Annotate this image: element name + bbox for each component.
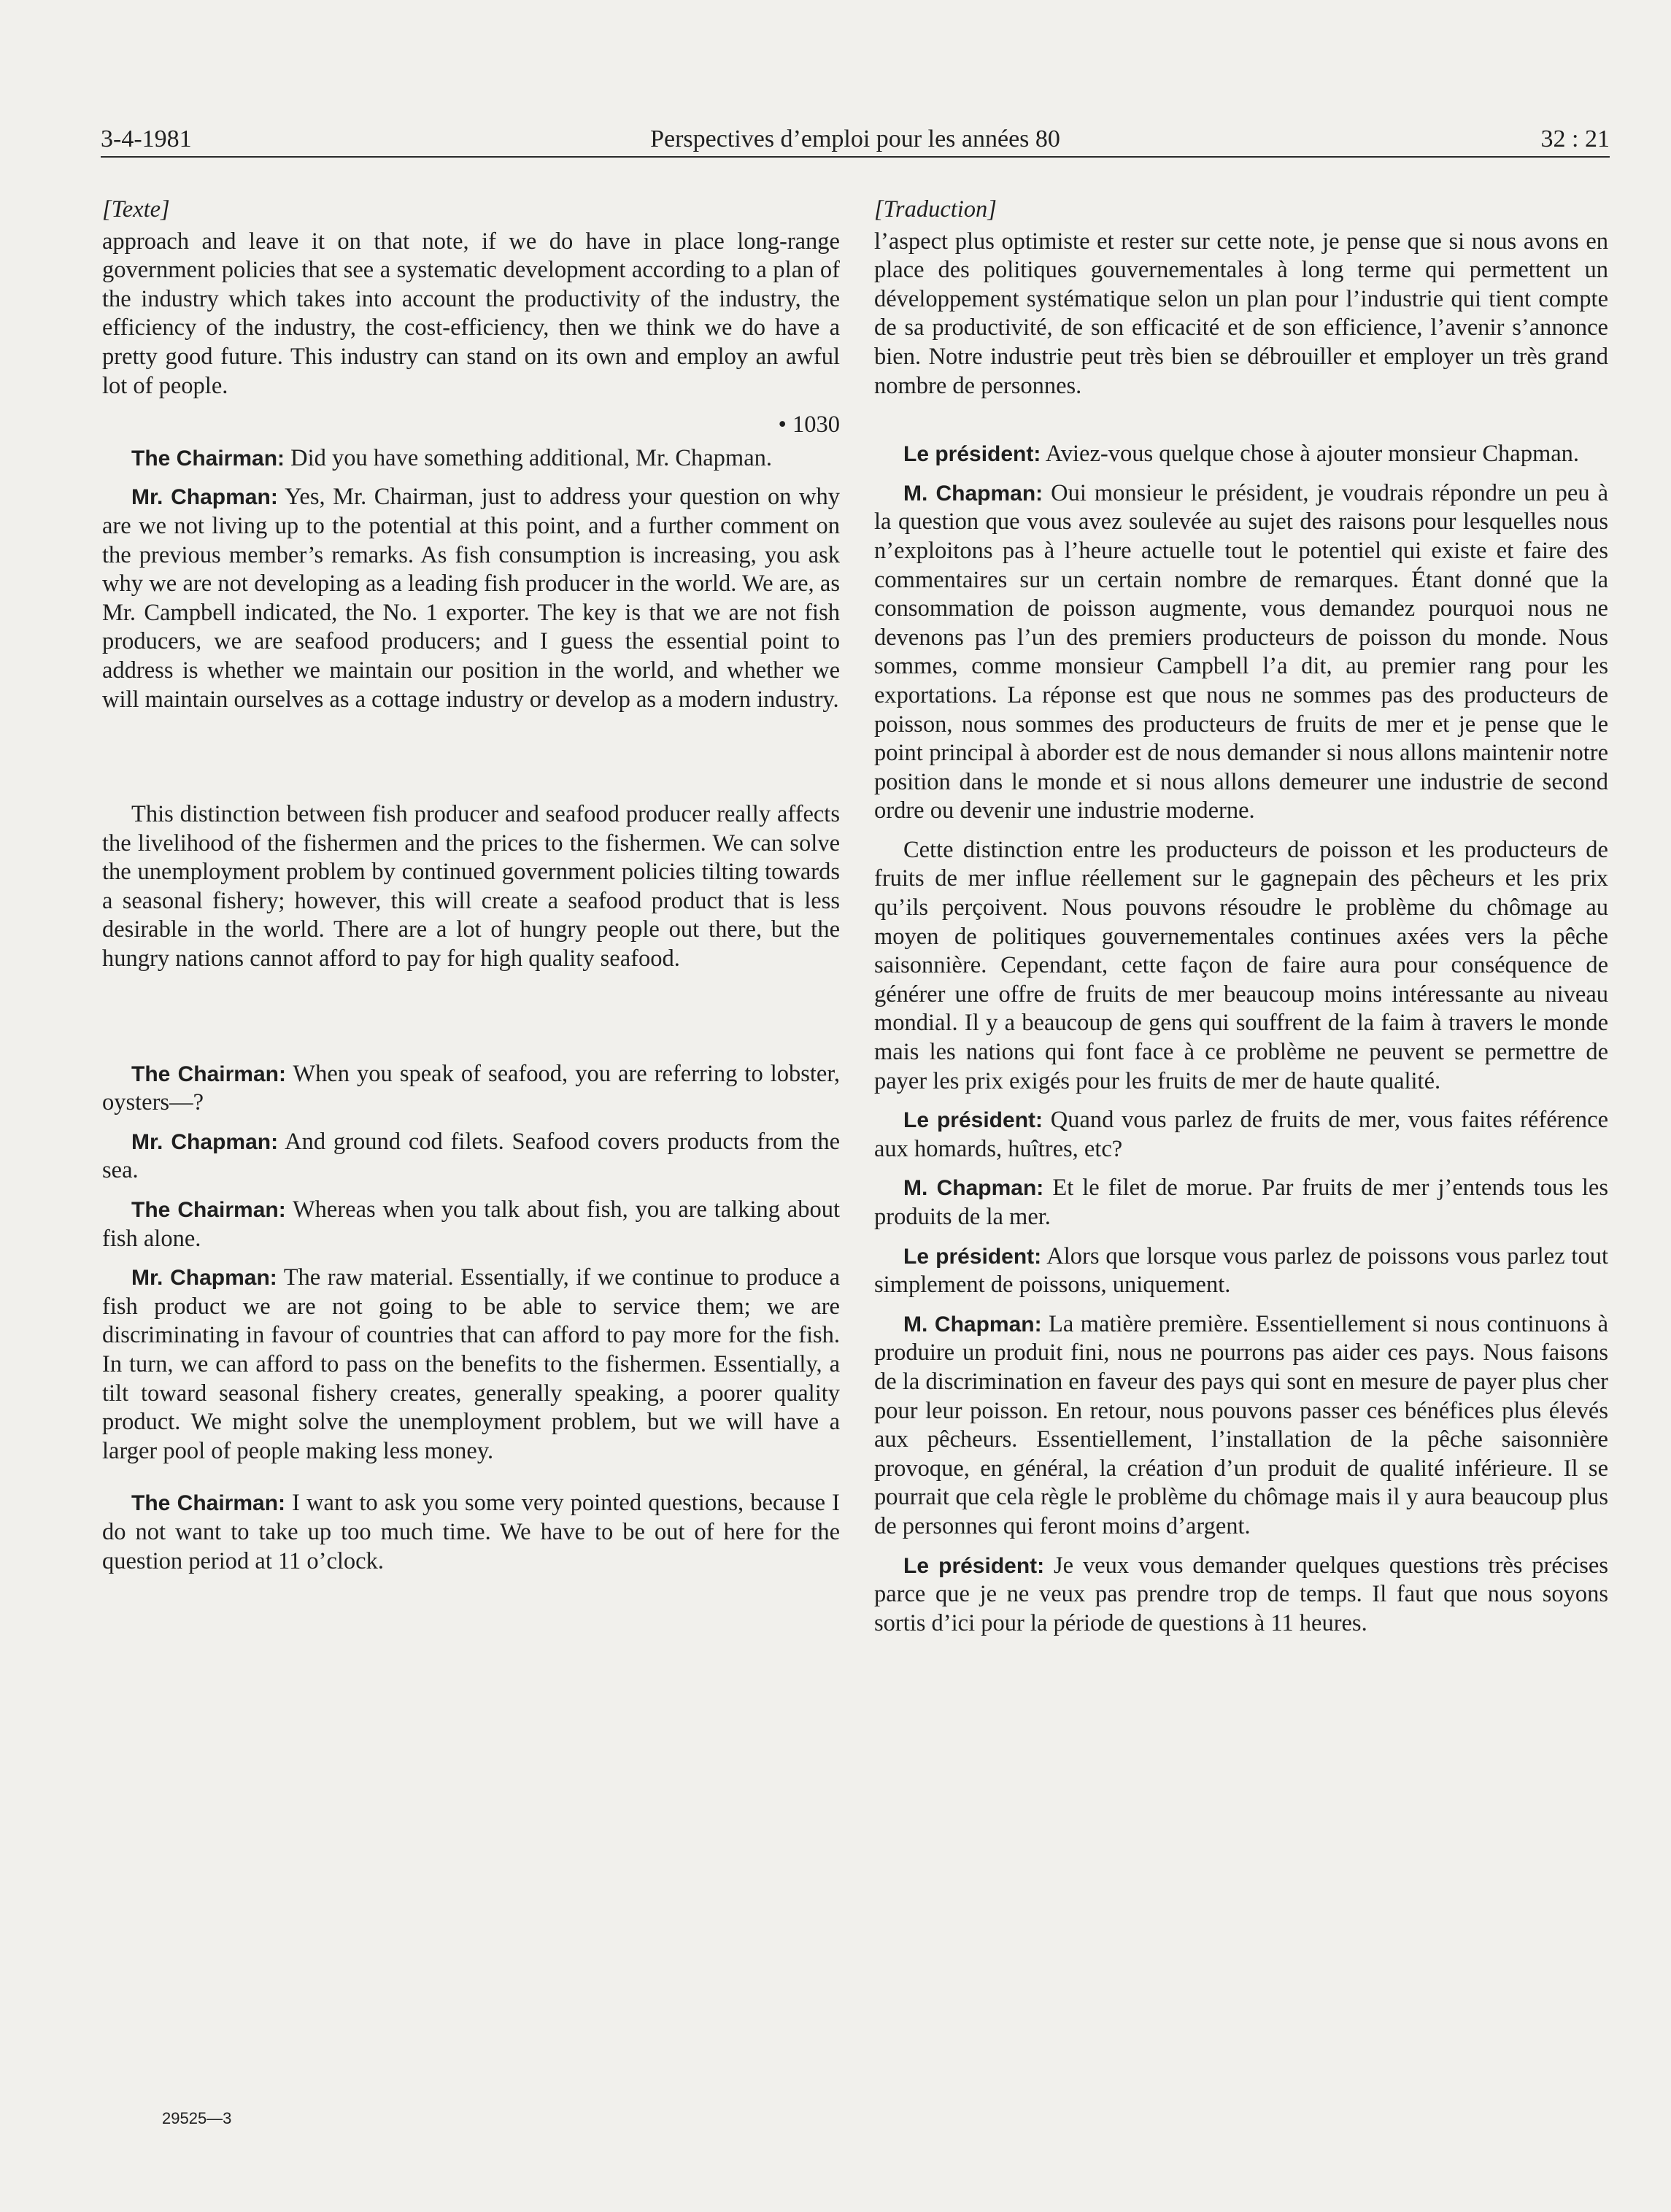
speaker-name: M. Chapman: [903, 481, 1043, 506]
speaker-name: Mr. Chapman: [131, 485, 278, 510]
speaker-paragraph [102, 1060, 840, 1118]
paragraph: l’aspect plus optimiste et rester sur cette note, je pense que si nous avons en place des politiques gouvernementales à long terme qui permettent un développement systématique selon un plan pour l’industrie qui tient compte de sa productivité, de son efficacité et de son efficience, l’avenir s’annonce bien. Notre industrie peut très bien se débrouiller et employer un très grand nombre de personnes. [874, 228, 1608, 399]
speaker-paragraph [102, 1264, 840, 1466]
speaker-paragraph [874, 1106, 1608, 1164]
speaker-paragraph [874, 440, 1608, 469]
speaker-paragraph [102, 444, 840, 473]
paragraph: Cette distinction entre les producteurs de poisson et les producteurs de fruits de mer influe réellement sur le gagnepain des pêcheurs et les prix qu’ils perçoivent. Nous pouvons résoudre le problème du chômage au moyen de politiques gouvernementales continues axées vers la pêche saisonnière. Cependant, cette façon de faire aura pour conséquence de générer une offre de fruits de mer beaucoup moins intéressante au niveau mondial. Il y a beaucoup de gens qui souffrent de la faim à travers le monde mais les nations qui font face à ce problème ne peuvent se permettre de payer les prix exigés pour les fruits de mer de haute qualité. [874, 836, 1608, 1094]
speech-text: Whereas when you talk about fish, you are talking about fish alone. [102, 1196, 841, 1252]
speech-text: And ground cod filets. Seafood covers products from the sea. [102, 1128, 840, 1184]
page-header [101, 118, 1610, 158]
english-column [102, 196, 840, 1576]
speaker-name: Le président: [903, 1553, 1045, 1578]
speech-text: Oui monsieur le président, je voudrais répondre un peu à la question que vous avez soulevée au sujet des raisons pour lesquelles nous n’exploitons pas à l’heure actuelle tout le potentiel qui existe et faire des commentaires sur un certain nombre de remarques. Étant donné que la consommation de poisson augmente, vous demandez pourquoi nous ne devenons pas l’un des premiers producteurs de poisson du monde. Nous sommes, comme monsieur Campbell l’a dit, au premier rang pour les exportations. La réponse est que nous ne sommes pas des producteurs de poisson, nous sommes des producteurs de fruits de mer et je pense que le point principal à aborder est de nous demander si nous allons maintenir notre position dans le monde et si nous allons demeurer une industrie de second ordre ou devenir une industrie moderne. [874, 479, 1608, 824]
speech-text: Did you have something additional, Mr. Chapman. [285, 444, 772, 471]
speech-text: Aviez-vous quelque chose à ajouter monsieur Chapman. [1041, 441, 1580, 468]
speaker-paragraph [874, 1552, 1608, 1639]
speaker-name: Le président: [903, 1108, 1043, 1133]
speech-text: Je veux vous demander quelques questions très précises parce que je ne veux pas prendre trop de temps. Il faut que nous soyons sortis d’ici pour la période de questions à 11 heures. [874, 1552, 1608, 1636]
speaker-paragraph [102, 1489, 840, 1576]
speaker-paragraph [874, 1242, 1608, 1300]
speech-text: Quand vous parlez de fruits de mer, vous faites référence aux homards, huîtres, etc? [874, 1107, 1608, 1162]
speaker-name: The Chairman: [131, 1491, 286, 1516]
speaker-paragraph [102, 1128, 840, 1186]
speech-text: Yes, Mr. Chairman, just to address your question on why are we not living up to the potential at this point, and a further comment on the previous member’s remarks. As fish consumption is increasing, you ask why we are not developing as a leading fish producer in the world. We are, as Mr. Campbell indicated, the No. 1 exporter. The key is that we are not fish producers, we are seafood producers; and I guess the essential point to address is whether we maintain our position in the world, and whether we will maintain ourselves as a cottage industry or develop as a modern industry. [102, 484, 840, 713]
speaker-name: The Chairman: [131, 1198, 286, 1223]
speech-text: Alors que lorsque vous parlez de poissons vous parlez tout simplement de poissons, uniquement. [874, 1242, 1608, 1299]
time-marker: • 1030 [778, 411, 840, 438]
print-code: 29525—3 [162, 2109, 232, 2127]
speech-text: When you speak of seafood, you are referring to lobster, oysters—? [102, 1060, 841, 1116]
speaker-paragraph [874, 1174, 1608, 1231]
speaker-paragraph [102, 483, 840, 714]
speaker-name: Mr. Chapman: [131, 1129, 279, 1154]
french-column [874, 196, 1608, 1638]
speaker-name: The Chairman: [131, 1061, 286, 1086]
speaker-paragraph [874, 479, 1608, 826]
speaker-paragraph [102, 1196, 840, 1253]
speaker-name: M. Chapman: [903, 1312, 1042, 1337]
speaker-name: M. Chapman: [903, 1176, 1044, 1201]
speaker-name: Mr. Chapman: [131, 1266, 277, 1291]
speaker-name: Le président: [903, 442, 1041, 467]
paragraph: approach and leave it on that note, if we do have in place long-range government policies that see a systematic development according to a plan of the industry which takes into account the productivity of the industry, the efficiency of the industry, the cost-efficiency, then we think we do have a pretty good future. This industry can stand on its own and employ an awful lot of people. [102, 228, 840, 399]
paragraph: This distinction between fish producer and seafood producer really affects the livelihood of the fishermen and the prices to the fishermen. We can solve the unemployment problem by continued government policies tilting towards a seasonal fishery; however, this will create a seafood product that is less desirable in the world. There are a lot of hungry people out there, but the hungry nations cannot afford to pay for high quality seafood. [102, 801, 840, 972]
header-date: 3-4-1981 [101, 125, 192, 152]
speech-text: The raw material. Essentially, if we continue to produce a fish product we are not going to be able to service them; we are discriminating in favour of countries that can afford to pay more for the fish. In turn, we can afford to pass on the benefits to the fishermen. Essentially, a tilt toward seasonal fishery creates, generally speaking, a poorer quality product. We might solve the unemployment problem, but we will have a larger pool of people making less money. [102, 1264, 840, 1464]
column-label: [Traduction] [874, 196, 997, 223]
header-title: Perspectives d’emploi pour les années 80 [650, 125, 1060, 152]
speaker-name: The Chairman: [131, 446, 285, 471]
column-label: [Texte] [102, 196, 170, 223]
speech-text: I want to ask you some very pointed questions, because I do not want to take up too much time. We have to be out of here for the question period at 11 o’clock. [102, 1490, 840, 1574]
speech-text: Et le filet de morue. Par fruits de mer j’entends tous les produits de la mer. [874, 1175, 1608, 1230]
speaker-name: Le président: [903, 1244, 1042, 1269]
speaker-paragraph [874, 1310, 1608, 1542]
header-page-number: 32 : 21 [1540, 125, 1610, 152]
speech-text: La matière première. Essentiellement si nous continuons à produire un produit fini, nous ne pourrons pas aider ces pays. Nous faisons de la discrimination en faveur des pays qui sont en mesure de payer plus cher pour leur poisson. En retour, nous pouvons passer ces bénéfices plus élevés aux pêcheurs. Essentiellement, l’installation de la pêche saisonnière provoque, en général, la création d’un produit de qualité inférieure. Il se pourrait que cela règle le problème du chômage mais il y aura beaucoup plus de personnes qui feront moins d’argent. [874, 1310, 1608, 1539]
